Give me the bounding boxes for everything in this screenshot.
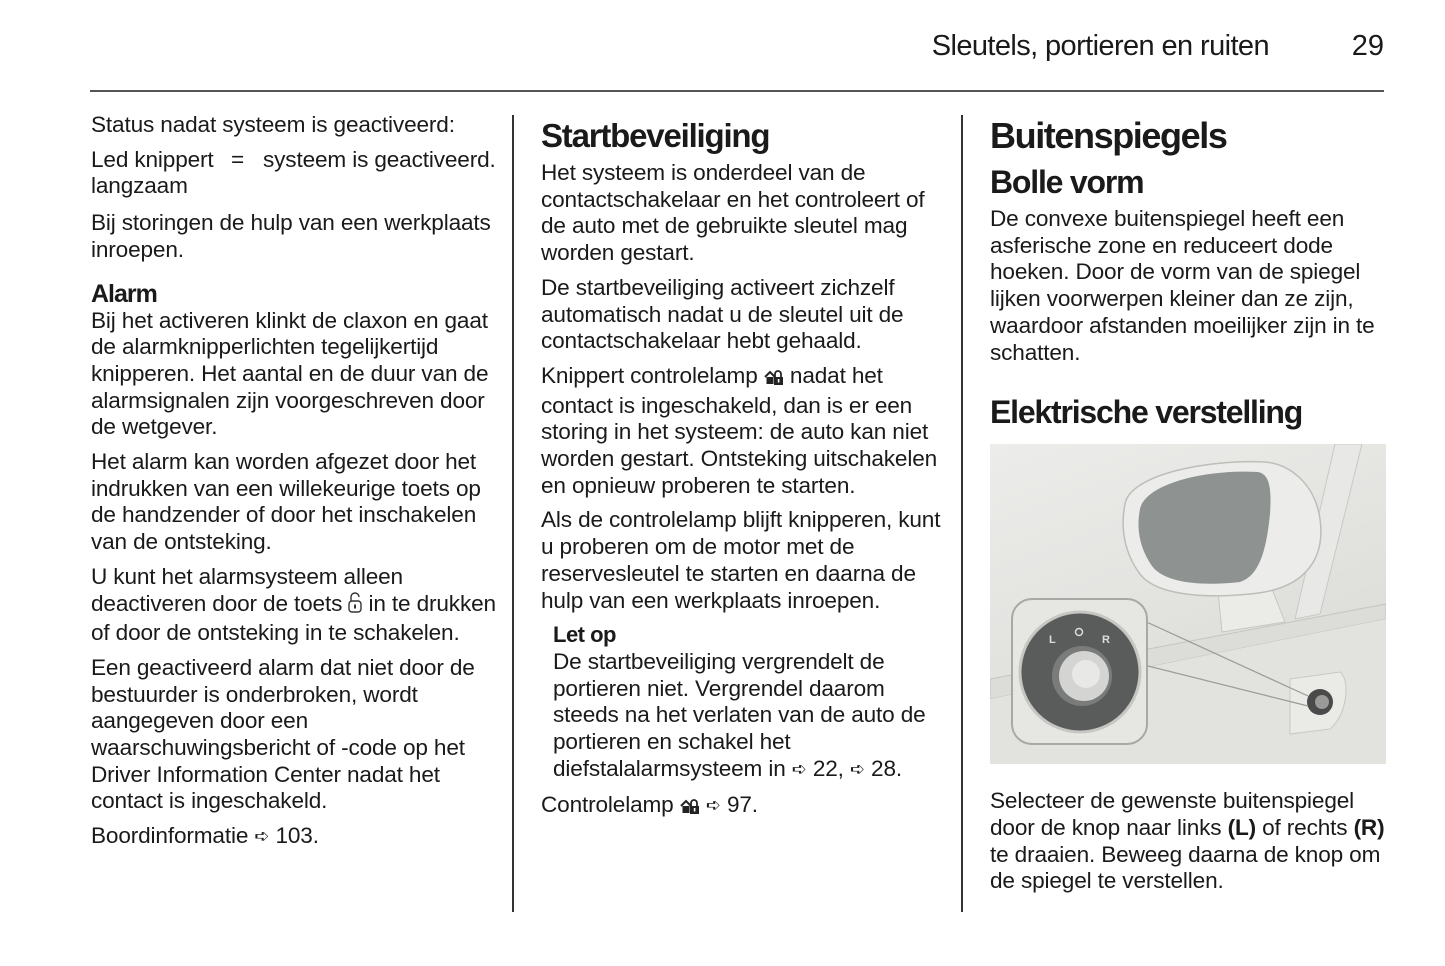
knob-label-left: L (1049, 634, 1056, 647)
bolle-vorm-heading: Bolle vorm (990, 164, 1144, 200)
elektrische-verstelling-heading: Elektrische verstelling (990, 394, 1303, 431)
page-reference-icon: ➪ (791, 758, 807, 779)
mirror-illustration-graphic (990, 444, 1386, 764)
knob-label-right: R (1102, 634, 1110, 647)
column-divider-1 (512, 115, 514, 912)
note-reference-28[interactable]: 28. (871, 755, 902, 781)
page-reference-icon: ➪ (849, 758, 865, 779)
elektrische-verstelling-paragraph: Selecteer de gewenste buitenspiegel door de knop naar links (L) of rechts (R) te draaien. Beweeg daarna de knop om de spiegel te verstellen. (990, 788, 1385, 894)
status-intro: Status nadat systeem is geactiveerd: (91, 112, 455, 137)
chapter-title: Sleutels, portieren en ruiten (931, 30, 1269, 62)
alarm-paragraph-2: Het alarm kan worden afgezet door het indrukken van een willekeurige toets op de handzender of door het inschakelen van de ontsteking. (91, 449, 481, 555)
mirror-adjustment-illustration (990, 444, 1386, 764)
immobilizer-warning-icon (680, 795, 700, 822)
note-title: Let op (553, 622, 616, 648)
status-separator: = (231, 146, 245, 172)
unlock-icon (348, 592, 362, 621)
startbeveiliging-heading: Startbeveiliging (541, 117, 770, 154)
page-header (90, 28, 1384, 68)
alarm-paragraph-1: Bij het activeren klinkt de claxon en gaat de alarmknipperlichten tegelijkertijd knipperen. Het aantal en de duur van de alarmsignalen zijn voorgeschreven door de wetgever. (91, 307, 489, 440)
immobilizer-warning-icon (764, 366, 784, 393)
right-label: (R) (1353, 814, 1385, 840)
page-reference-icon: ➪ (254, 826, 270, 847)
column-2 (541, 112, 946, 830)
column-divider-2 (961, 115, 963, 912)
status-label: Led knippert langzaam (91, 146, 214, 199)
note-reference-22[interactable]: 22, (812, 755, 844, 781)
paragraph-storingen: Bij storingen de hulp van een werkplaats inroepen. (91, 210, 491, 262)
alarm-paragraph-3: U kunt het alarmsysteem alleen deactiveren door de toets in te drukken of door de ontsteking in te schakelen. (91, 563, 496, 646)
left-label: (L) (1227, 814, 1256, 840)
note-box (553, 622, 946, 782)
buitenspiegels-heading: Buitenspiegels (990, 115, 1227, 156)
header-divider (90, 90, 1384, 92)
reference-boordinformatie[interactable]: Boordinformatie ➪ 103. (91, 823, 319, 849)
page-number: 29 (1351, 30, 1384, 62)
startbeveiliging-paragraph-4: Als de controlelamp blijft knipperen, kunt u proberen om de motor met de reservesleutel te starten en daarna de hulp van een werkplaats inroepen. (541, 507, 941, 613)
startbeveiliging-paragraph-1: Het systeem is onderdeel van de contactschakelaar en het controleert of de auto met de gebruikte sleutel mag worden gestart. (541, 160, 925, 266)
column-3 (990, 112, 1390, 903)
status-table (91, 147, 496, 200)
note-text: De startbeveiliging vergrendelt de portieren niet. Vergrendel daarom steeds na het verlaten van de auto de portieren en schakel het diefstalalarmsysteem in ➪ 22, ➪ 28. (553, 648, 926, 781)
status-value: systeem is geactiveerd. (263, 146, 496, 172)
alarm-paragraph-4: Een geactiveerd alarm dat niet door de bestuurder is onderbroken, wordt aangegeven door een waarschuwingsbericht of -code op het Driver Information Center nadat het contact is ingeschakeld. (91, 654, 475, 814)
column-1 (91, 112, 496, 858)
startbeveiliging-paragraph-2: De startbeveiliging activeert zichzelf automatisch nadat u de sleutel uit de contactschakelaar hebt gehaald. (541, 274, 904, 354)
alarm-heading: Alarm (91, 279, 157, 308)
page-reference-icon: ➪ (705, 795, 721, 816)
reference-controlelamp[interactable]: Controlelamp ➪ 97. (541, 792, 946, 822)
startbeveiliging-paragraph-3: Knippert controlelamp nadat het contact is ingeschakeld, dan is er een storing in het systeem: de auto kan niet worden gestart. Ontsteking uitschakelen en opnieuw proberen te starten. (541, 362, 938, 498)
bolle-vorm-paragraph: De convexe buitenspiegel heeft een asferische zone en reduceert dode hoeken. Door de vorm van de spiegel lijken voorwerpen kleiner dan ze zijn, waardoor afstanden moeilijker zijn in te schatten. (990, 206, 1375, 365)
